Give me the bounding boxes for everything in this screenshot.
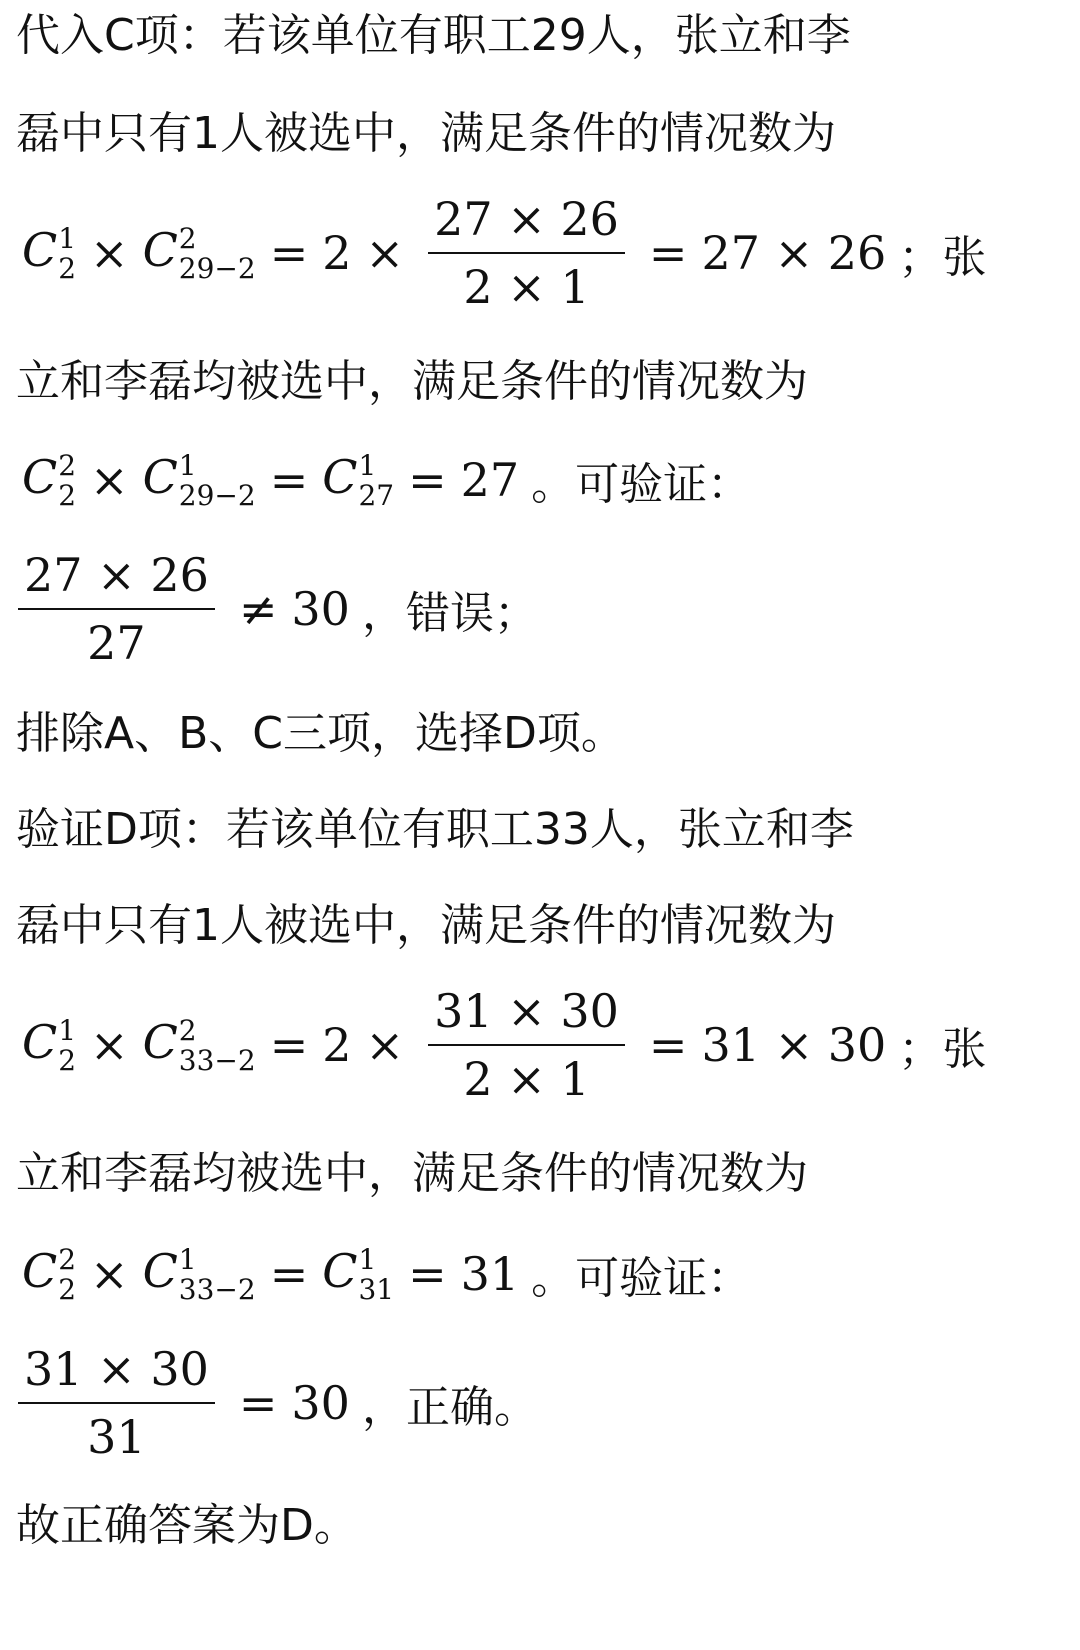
formula-sup: 2 bbox=[178, 1014, 197, 1047]
formula-sup: 1 bbox=[358, 449, 377, 482]
fraction-numerator: 27 × 26 bbox=[434, 192, 619, 246]
option-c-intro-line-1: 代入C项：若该单位有职工29人，张立和李 bbox=[16, 10, 851, 61]
formula-sub: 29−2 bbox=[178, 479, 256, 512]
formula-tail-text: ，错误； bbox=[361, 588, 538, 639]
fraction-denominator: 2 × 1 bbox=[463, 1052, 590, 1106]
formula-fraction bbox=[18, 1342, 215, 1464]
formula-sub: 2 bbox=[58, 252, 77, 285]
formula-relation: ≠ bbox=[238, 582, 278, 636]
formula-rhs: 30 bbox=[291, 582, 350, 636]
formula-result: 27 bbox=[460, 453, 520, 507]
option-d-intro-line-1: 验证D项：若该单位有职工33人，张立和李 bbox=[16, 804, 854, 855]
formula-sub: 2 bbox=[58, 479, 77, 512]
fraction-denominator: 2 × 1 bbox=[463, 260, 590, 314]
formula-sub: 33−2 bbox=[178, 1044, 256, 1077]
formula-sub: 33−2 bbox=[178, 1273, 256, 1306]
formula-coefficient: 2 bbox=[322, 1018, 352, 1072]
option-c-formula-both-selected: C 2 2 × C 1 29−2 = C 1 27 = 27 。可验证： bbox=[22, 449, 752, 512]
option-c-intro-line-2: 磊中只有1人被选中，满足条件的情况数为 bbox=[16, 108, 836, 159]
formula-sup: 1 bbox=[58, 222, 77, 255]
formula-fraction bbox=[428, 192, 625, 314]
formula-tail-text: 。可验证： bbox=[531, 1253, 752, 1304]
formula-sup: 1 bbox=[178, 449, 197, 482]
formula-coefficient: 2 bbox=[322, 226, 352, 280]
option-d-formula-both-selected: C 2 2 × C 1 33−2 = C 1 31 = 31 。可验证： bbox=[22, 1243, 752, 1306]
formula-fraction bbox=[428, 984, 625, 1106]
formula-sub: 31 bbox=[358, 1273, 395, 1306]
option-c-verification bbox=[18, 548, 538, 670]
formula-tail-text: ，正确。 bbox=[361, 1382, 538, 1433]
formula-result: 27 × 26 bbox=[701, 226, 887, 280]
option-d-both-selected-line: 立和李磊均被选中，满足条件的情况数为 bbox=[16, 1148, 808, 1199]
formula-sup: 1 bbox=[58, 1014, 77, 1047]
formula-sup: 1 bbox=[178, 1243, 197, 1276]
formula-sub: 2 bbox=[58, 1273, 77, 1306]
fraction-denominator: 31 bbox=[87, 1410, 146, 1464]
formula-relation: = bbox=[238, 1376, 278, 1430]
formula-fraction bbox=[18, 548, 215, 670]
formula-tail-text: ；张 bbox=[898, 1024, 987, 1075]
fraction-numerator: 27 × 26 bbox=[24, 548, 209, 602]
formula-tail-text: ；张 bbox=[898, 232, 987, 283]
fraction-numerator: 31 × 30 bbox=[24, 1342, 209, 1396]
option-d-intro-line-2: 磊中只有1人被选中，满足条件的情况数为 bbox=[16, 900, 836, 951]
formula-sup: 2 bbox=[178, 222, 197, 255]
fraction-numerator: 31 × 30 bbox=[434, 984, 619, 1038]
formula-sub: 2 bbox=[58, 1044, 77, 1077]
formula-sup: 1 bbox=[358, 1243, 377, 1276]
formula-tail-text: 。可验证： bbox=[531, 459, 752, 510]
formula-sup: 2 bbox=[58, 1243, 77, 1276]
formula-sub: 27 bbox=[358, 479, 395, 512]
formula-rhs: 30 bbox=[291, 1376, 350, 1430]
formula-sub: 29−2 bbox=[178, 252, 256, 285]
option-d-verification bbox=[18, 1342, 538, 1464]
formula-result: 31 × 30 bbox=[701, 1018, 887, 1072]
final-answer-line: 故正确答案为D。 bbox=[16, 1500, 358, 1551]
formula-sup: 2 bbox=[58, 449, 77, 482]
exclude-options-line: 排除A、B、C三项，选择D项。 bbox=[16, 708, 625, 759]
option-c-both-selected-line: 立和李磊均被选中，满足条件的情况数为 bbox=[16, 356, 808, 407]
formula-result: 31 bbox=[460, 1247, 520, 1301]
fraction-denominator: 27 bbox=[87, 616, 146, 670]
option-c-formula-one-selected: C 1 2 × C 2 29−2 = 2 × $\frac{27 \times 26}{2 \times 1}$ = 27 × 26 ；张 bbox=[22, 192, 987, 314]
option-d-formula-one-selected: C 1 2 × C 2 33−2 = 2 × $\frac{31 \times 30}{2 \times 1}$ = 31 × 30 ；张 bbox=[22, 984, 987, 1106]
